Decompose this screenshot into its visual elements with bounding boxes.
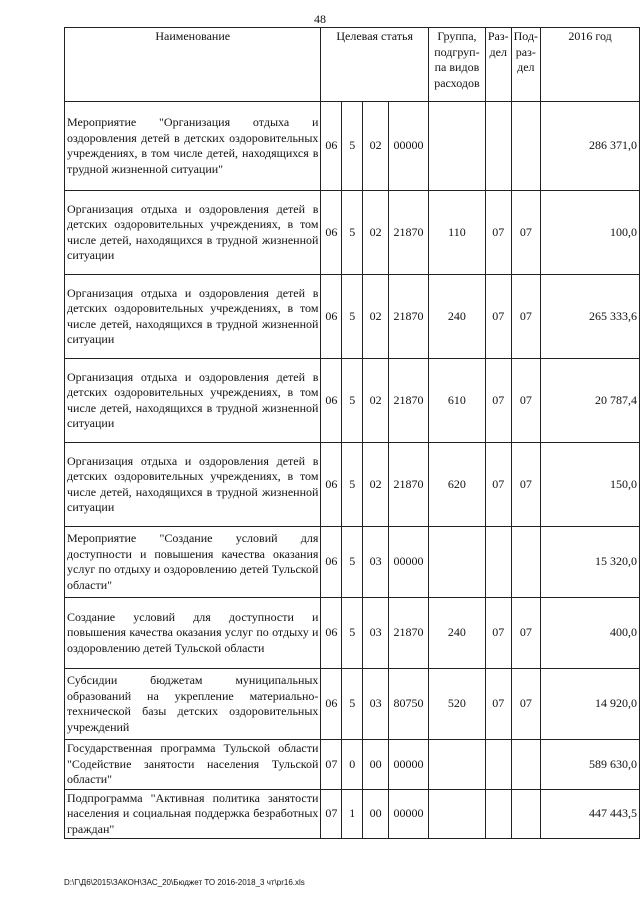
subsection-code: 07	[511, 359, 540, 443]
table-row	[65, 527, 640, 598]
subsection-code: 07	[511, 669, 540, 740]
target-direction-code: 21870	[389, 443, 429, 527]
subsection-code: 07	[511, 598, 540, 669]
target-subprogram-code: 5	[342, 443, 363, 527]
table-row	[65, 359, 640, 443]
target-program-code: 07	[321, 789, 342, 839]
target-subprogram-code: 5	[342, 191, 363, 275]
target-direction-code: 00000	[389, 789, 429, 839]
header-expense-group: Группа, подгруп-па видов расходов	[428, 28, 485, 102]
table-row	[65, 740, 640, 790]
target-event-code: 00	[363, 740, 389, 790]
target-program-code: 06	[321, 102, 342, 191]
row-name: Организация отдыха и оздоровления детей в детских оздоровительных учреждениях, в том числе детей, находящихся в трудной жизненной ситуации	[65, 191, 321, 275]
section-code	[485, 527, 511, 598]
section-code	[485, 789, 511, 839]
target-program-code: 06	[321, 669, 342, 740]
target-direction-code: 21870	[389, 598, 429, 669]
header-year: 2016 год	[541, 28, 640, 102]
subsection-code	[511, 527, 540, 598]
row-name: Мероприятие "Создание условий для доступности и повышения качества оказания услуг по отдыху и оздоровлению детей Тульской области"	[65, 527, 321, 598]
amount-2016: 100,0	[541, 191, 640, 275]
target-subprogram-code: 5	[342, 359, 363, 443]
expense-group: 520	[428, 669, 485, 740]
row-name: Организация отдыха и оздоровления детей в детских оздоровительных учреждениях, в том числе детей, находящихся в трудной жизненной ситуации	[65, 275, 321, 359]
target-program-code: 06	[321, 527, 342, 598]
subsection-code	[511, 740, 540, 790]
target-subprogram-code: 5	[342, 527, 363, 598]
target-program-code: 07	[321, 740, 342, 790]
section-code: 07	[485, 191, 511, 275]
target-event-code: 03	[363, 669, 389, 740]
header-target-article: Целевая статья	[321, 28, 429, 102]
section-code: 07	[485, 598, 511, 669]
expense-group: 620	[428, 443, 485, 527]
amount-2016: 400,0	[541, 598, 640, 669]
header-section: Раз-дел	[485, 28, 511, 102]
subsection-code	[511, 789, 540, 839]
target-direction-code: 00000	[389, 102, 429, 191]
target-event-code: 02	[363, 191, 389, 275]
target-program-code: 06	[321, 275, 342, 359]
expense-group	[428, 789, 485, 839]
header-subsection: Под-раз-дел	[511, 28, 540, 102]
table-row	[65, 443, 640, 527]
section-code: 07	[485, 275, 511, 359]
row-name: Организация отдыха и оздоровления детей в детских оздоровительных учреждениях, в том числе детей, находящихся в трудной жизненной ситуации	[65, 359, 321, 443]
expense-group	[428, 740, 485, 790]
table-row	[65, 102, 640, 191]
subsection-code	[511, 102, 540, 191]
row-name: Подпрограмма "Активная политика занятости населения и социальная поддержка безработных граждан"	[65, 789, 321, 839]
row-name: Субсидии бюджетам муниципальных образований на укрепление материально-технической базы детских оздоровительных учреждений	[65, 669, 321, 740]
section-code: 07	[485, 443, 511, 527]
target-program-code: 06	[321, 191, 342, 275]
target-subprogram-code: 5	[342, 598, 363, 669]
table-row	[65, 669, 640, 740]
target-program-code: 06	[321, 443, 342, 527]
amount-2016: 15 320,0	[541, 527, 640, 598]
row-name: Мероприятие "Организация отдыха и оздоровления детей в детских оздоровительных учреждениях, в том числе детей, находящихся в трудной жизненной ситуации"	[65, 102, 321, 191]
target-subprogram-code: 5	[342, 669, 363, 740]
budget-table	[64, 27, 640, 839]
amount-2016: 150,0	[541, 443, 640, 527]
subsection-code: 07	[511, 275, 540, 359]
page-number: 48	[314, 12, 326, 26]
amount-2016: 265 333,6	[541, 275, 640, 359]
amount-2016: 14 920,0	[541, 669, 640, 740]
target-direction-code: 21870	[389, 191, 429, 275]
section-code	[485, 102, 511, 191]
section-code: 07	[485, 669, 511, 740]
target-direction-code: 21870	[389, 275, 429, 359]
table-row	[65, 275, 640, 359]
target-event-code: 02	[363, 102, 389, 191]
target-subprogram-code: 0	[342, 740, 363, 790]
subsection-code: 07	[511, 443, 540, 527]
table-row	[65, 598, 640, 669]
expense-group: 610	[428, 359, 485, 443]
amount-2016: 589 630,0	[541, 740, 640, 790]
row-name: Создание условий для доступности и повышения качества оказания услуг по отдыху и оздоровлению детей Тульской области	[65, 598, 321, 669]
amount-2016: 20 787,4	[541, 359, 640, 443]
target-subprogram-code: 1	[342, 789, 363, 839]
table-header-row	[65, 28, 640, 102]
target-subprogram-code: 5	[342, 102, 363, 191]
table-row	[65, 191, 640, 275]
row-name: Организация отдыха и оздоровления детей в детских оздоровительных учреждениях, в том числе детей, находящихся в трудной жизненной ситуации	[65, 443, 321, 527]
expense-group: 240	[428, 275, 485, 359]
target-direction-code: 00000	[389, 527, 429, 598]
target-event-code: 03	[363, 527, 389, 598]
target-event-code: 03	[363, 598, 389, 669]
table-row	[65, 789, 640, 839]
target-event-code: 00	[363, 789, 389, 839]
target-event-code: 02	[363, 275, 389, 359]
expense-group: 240	[428, 598, 485, 669]
target-event-code: 02	[363, 359, 389, 443]
target-program-code: 06	[321, 598, 342, 669]
row-name: Государственная программа Тульской области "Содействие занятости населения Тульской области"	[65, 740, 321, 790]
file-path-footer: D:\Г\Д6\2015\ЗАКОН\ЗАС_20\Бюджет ТО 2016-2018_3 чт\pr16.xls	[64, 878, 305, 887]
expense-group: 110	[428, 191, 485, 275]
amount-2016: 447 443,5	[541, 789, 640, 839]
section-code: 07	[485, 359, 511, 443]
target-subprogram-code: 5	[342, 275, 363, 359]
target-direction-code: 00000	[389, 740, 429, 790]
expense-group	[428, 527, 485, 598]
target-event-code: 02	[363, 443, 389, 527]
target-direction-code: 80750	[389, 669, 429, 740]
expense-group	[428, 102, 485, 191]
subsection-code: 07	[511, 191, 540, 275]
target-direction-code: 21870	[389, 359, 429, 443]
header-name: Наименование	[65, 28, 321, 102]
amount-2016: 286 371,0	[541, 102, 640, 191]
section-code	[485, 740, 511, 790]
target-program-code: 06	[321, 359, 342, 443]
